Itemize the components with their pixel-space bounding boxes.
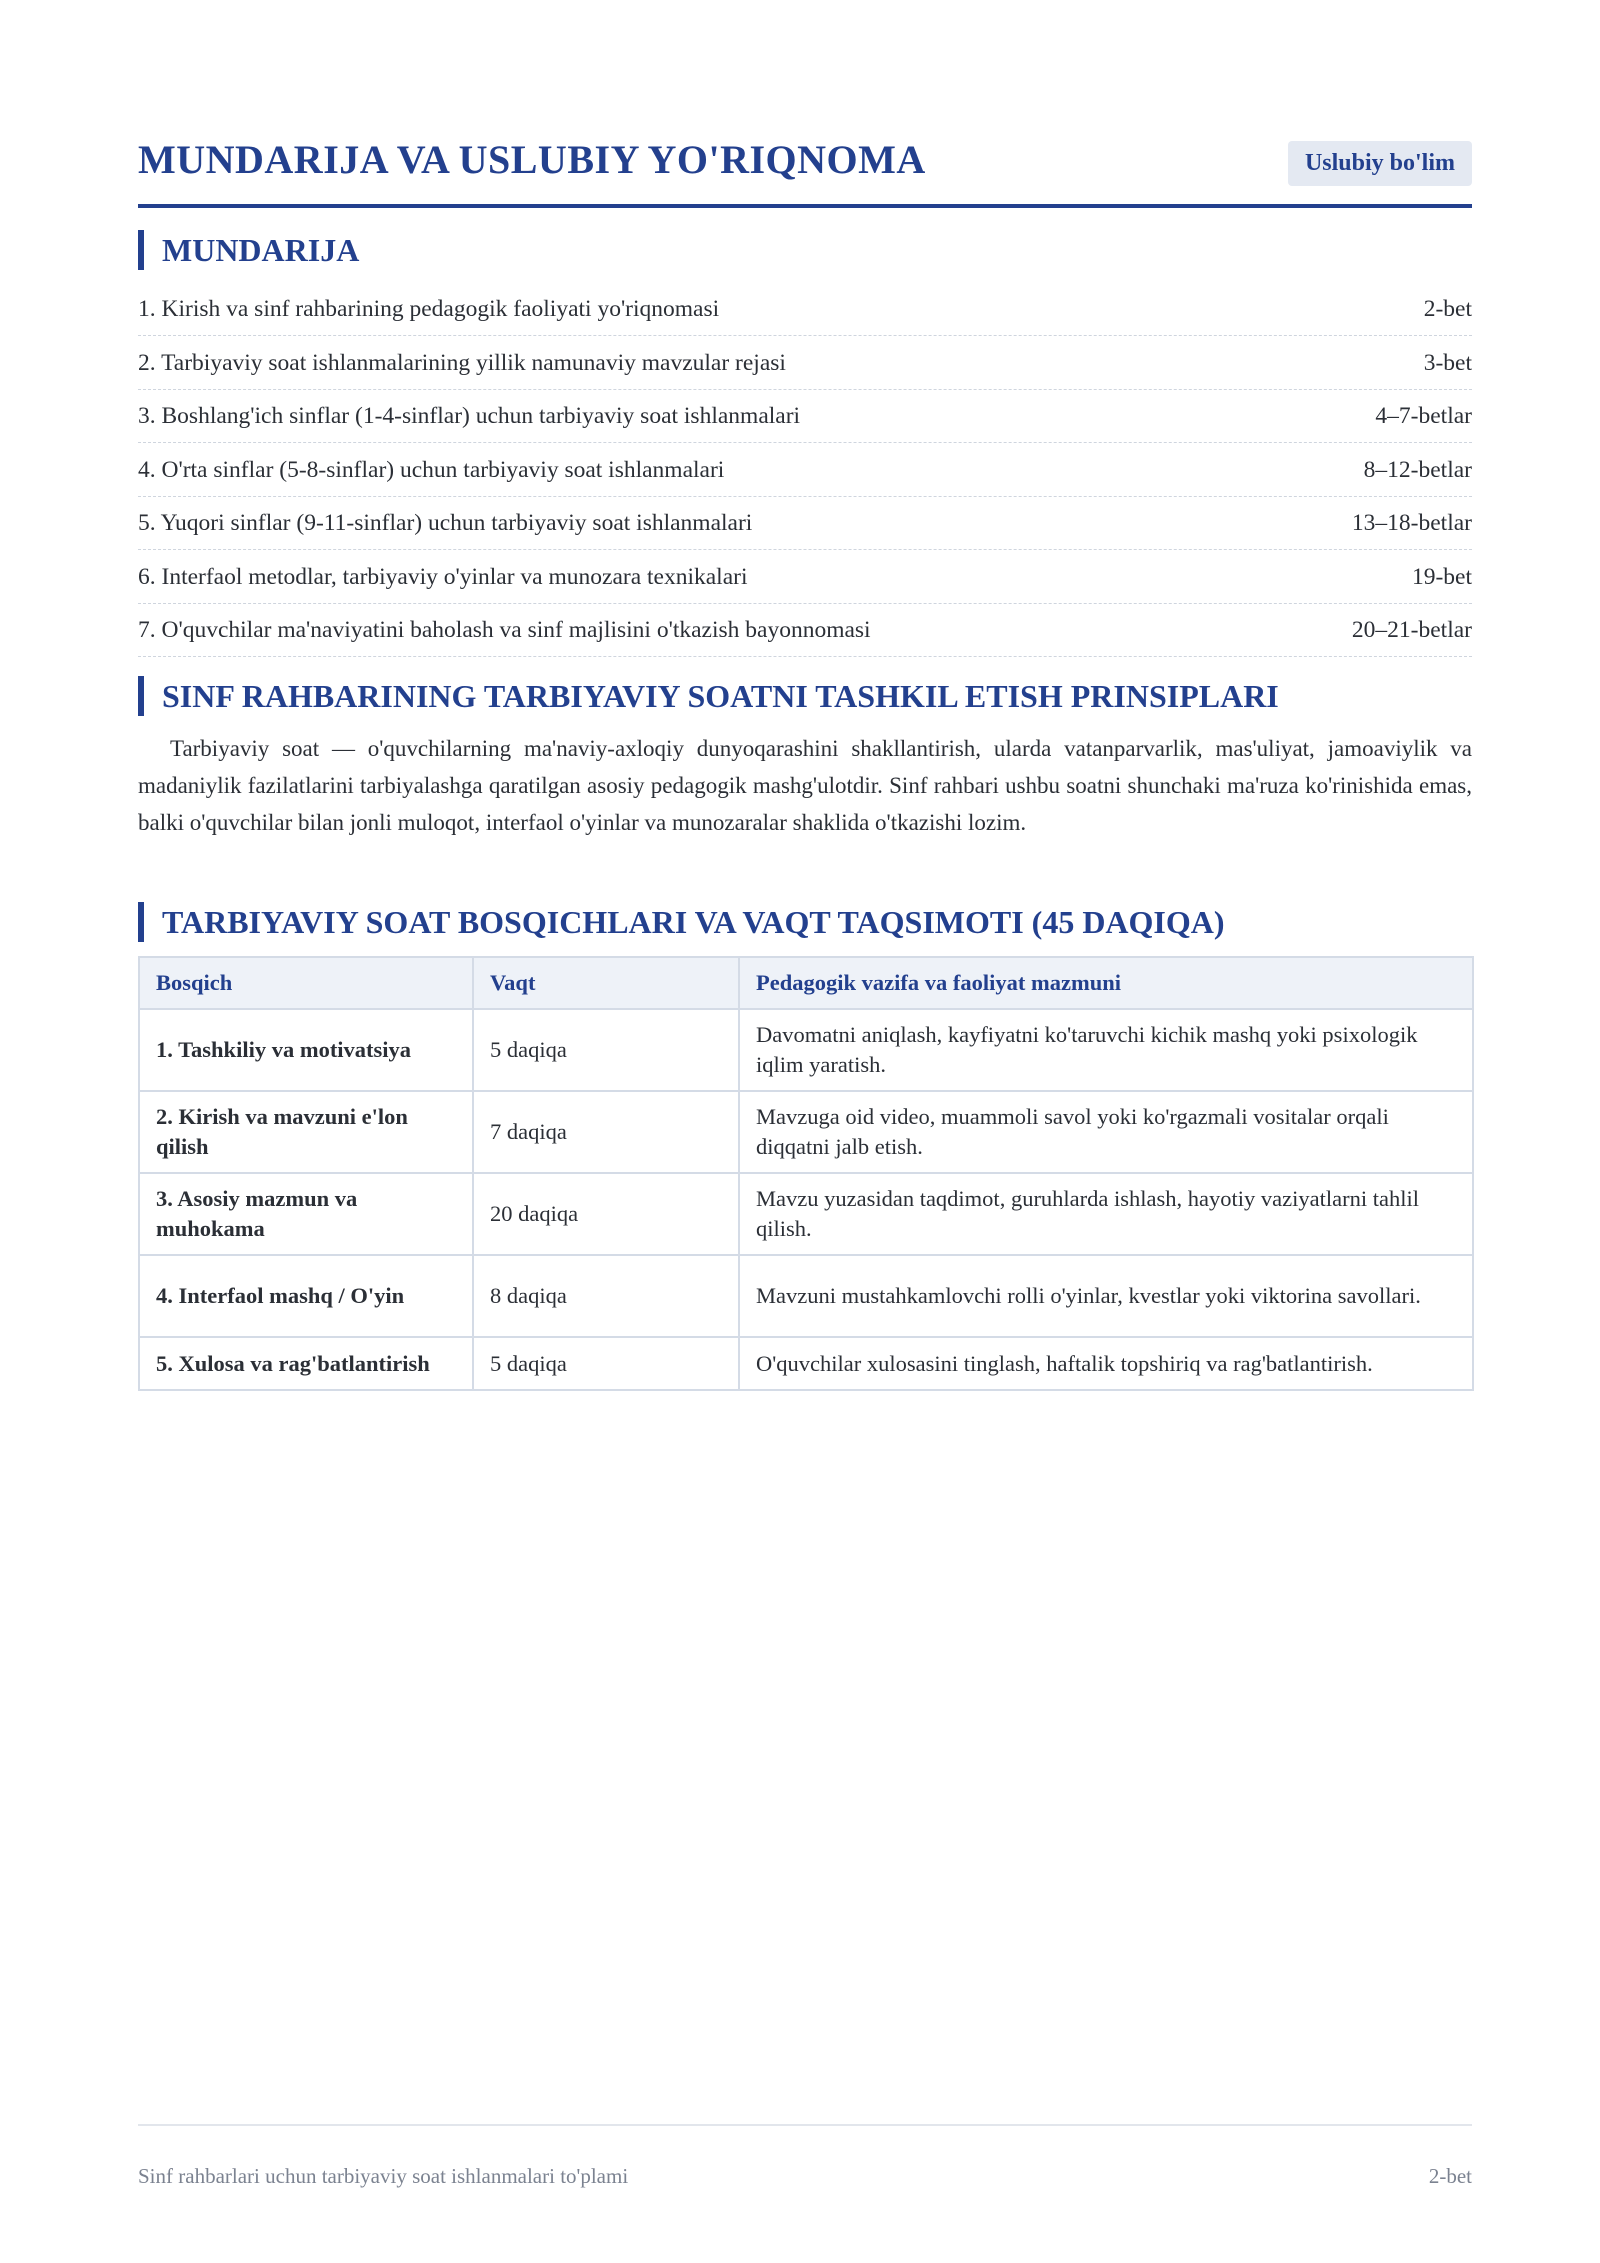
section-badge: Uslubiy bo'lim (1288, 141, 1472, 186)
toc-item-label: 5. Yuqori sinflar (9-11-sinflar) uchun tarbiyaviy soat ishlanmalari (138, 510, 753, 536)
table-row (139, 1337, 1473, 1390)
toc-item-page: 13–18-betlar (1351, 510, 1472, 536)
content-cell: Mavzuni mustahkamlovchi rolli o'yinlar, kvestlar yoki viktorina savollari. (739, 1255, 1473, 1337)
toc-item-page: 4–7-betlar (1375, 403, 1472, 429)
toc-item-page: 8–12-betlar (1363, 456, 1472, 483)
stage-cell: 3. Asosiy mazmun va muhokama (139, 1173, 473, 1255)
toc-item[interactable] (138, 391, 1472, 443)
table-header-row (139, 957, 1473, 1009)
principles-heading: SINF RAHBARINING TARBIYAVIY SOATNI TASHKIL ETISH PRINSIPLARI (138, 676, 1279, 716)
toc-item-page: 19-bet (1411, 563, 1472, 590)
toc-item-label: 3. Boshlang'ich sinflar (1-4-sinflar) uchun tarbiyaviy soat ishlanmalari (138, 403, 801, 429)
toc-item-page: 2-bet (1423, 296, 1472, 322)
toc-item[interactable] (138, 552, 1472, 604)
toc-item-page: 3-bet (1423, 349, 1472, 376)
stages-table (138, 956, 1474, 1391)
column-header-stage: Bosqich (139, 957, 473, 1009)
toc-item-label: 1. Kirish va sinf rahbarining pedagogik faoliyati yo'riqnomasi (138, 296, 720, 322)
stages-heading: TARBIYAVIY SOAT BOSQICHLARI VA VAQT TAQSIMOTI (45 DAQIQA) (138, 902, 1225, 942)
column-header-time: Vaqt (473, 957, 739, 1009)
document-page (138, 0, 1472, 2263)
toc-item-label: 7. O'quvchilar ma'naviyatini baholash va sinf majlisini o'tkazish bayonnomasi (138, 617, 871, 643)
table-of-contents (138, 284, 1472, 659)
content-cell: Davomatni aniqlash, kayfiyatni ko'taruvchi kichik mashq yoki psixologik iqlim yaratish. (739, 1009, 1473, 1091)
content-cell: Mavzuga oid video, muammoli savol yoki ko'rgazmali vositalar orqali diqqatni jalb etish. (739, 1091, 1473, 1173)
page-title: MUNDARIJA VA USLUBIY YO'RIQNOMA (138, 137, 926, 182)
content-cell: O'quvchilar xulosasini tinglash, haftalik topshiriq va rag'batlantirish. (739, 1337, 1473, 1390)
page-number: 2-bet (1428, 2164, 1472, 2188)
time-cell: 8 daqiqa (473, 1255, 739, 1337)
table-row (139, 1009, 1473, 1091)
content-cell: Mavzu yuzasidan taqdimot, guruhlarda ishlash, hayotiy vaziyatlarni tahlil qilish. (739, 1173, 1473, 1255)
stage-cell: 1. Tashkiliy va motivatsiya (139, 1009, 473, 1091)
toc-item[interactable] (138, 338, 1472, 390)
time-cell: 5 daqiqa (473, 1337, 739, 1390)
footer-title: Sinf rahbarlari uchun tarbiyaviy soat ishlanmalari to'plami (138, 2164, 629, 2188)
toc-heading: MUNDARIJA (138, 230, 359, 270)
page-header (138, 128, 1472, 208)
table-row (139, 1255, 1473, 1337)
toc-item-page: 20–21-betlar (1351, 617, 1472, 643)
time-cell: 20 daqiqa (473, 1173, 739, 1255)
toc-item[interactable] (138, 605, 1472, 657)
toc-item-label: 2. Tarbiyaviy soat ishlanmalarining yillik namunaviy mavzular rejasi (138, 349, 786, 376)
table-row (139, 1173, 1473, 1255)
table-row (139, 1091, 1473, 1173)
toc-item-label: 6. Interfaol metodlar, tarbiyaviy o'yinlar va munozara texnikalari (138, 563, 748, 590)
stage-cell: 4. Interfaol mashq / O'yin (139, 1255, 473, 1337)
toc-item-label: 4. O'rta sinflar (5-8-sinflar) uchun tarbiyaviy soat ishlanmalari (138, 456, 725, 483)
toc-item[interactable] (138, 284, 1472, 336)
toc-item[interactable] (138, 498, 1472, 550)
toc-item[interactable] (138, 445, 1472, 497)
stage-cell: 2. Kirish va mavzuni e'lon qilish (139, 1091, 473, 1173)
time-cell: 5 daqiqa (473, 1009, 739, 1091)
principles-paragraph: Tarbiyaviy soat — o'quvchilarning ma'naviy-axloqiy dunyoqarashini shakllantirish, ularda vatanparvarlik, mas'uliyat, jamoaviylik va madaniylik fazilatlarini tarbiyalashga qaratilgan asosiy pedagogik mashg'ulotdir. Sinf rahbari ushbu soatni shunchaki ma'ruza ko'rinishida emas, balki o'quvchilar bilan jonli muloqot, interfaol o'yinlar va munozaralar shaklida o'tkazishi lozim. (138, 736, 1472, 835)
time-cell: 7 daqiqa (473, 1091, 739, 1173)
stage-cell: 5. Xulosa va rag'batlantirish (139, 1337, 473, 1390)
page-footer (138, 2124, 1472, 2188)
column-header-content: Pedagogik vazifa va faoliyat mazmuni (739, 957, 1473, 1009)
